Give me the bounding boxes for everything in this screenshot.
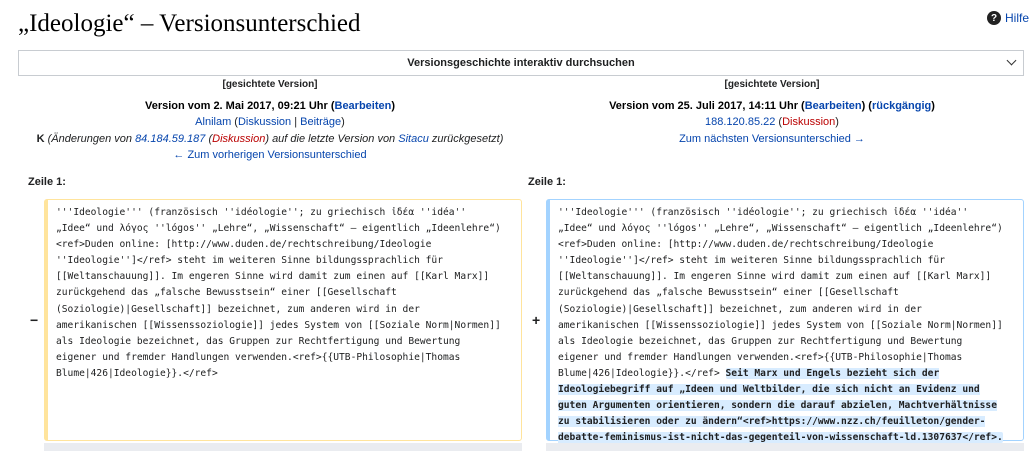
new-next-row	[546, 443, 1024, 451]
old-version-line: Version vom 2. Mai 2017, 09:21 Uhr (Bearbeiten)	[144, 99, 396, 112]
new-diff-content	[546, 199, 1024, 444]
summary-ip-link[interactable]: 84.184.59.187	[135, 132, 206, 145]
old-edit-summary: K (Änderungen von 84.184.59.187 (Diskussion) auf die letzte Version von Sitacu zurückgesetzt)	[36, 132, 504, 145]
new-version-line: Version vom 25. Juli 2017, 14:11 Uhr (Bearbeiten) (rückgängig)	[609, 99, 935, 112]
new-text: '''Ideologie''' (französisch ''idéologie''; zu griechisch ἰδέα ''idéa'' „Idee“ und λόγος ''lógos'' „Lehre“, „Wissenschaft“ – eigentlich „Ideenlehre“) <ref>Duden online: [http://www.duden.de/rechtschreibung/Ideologie ''Ideologie'']</ref> steht im weiteren Sinne bildungssprachlich für [[Weltanschauung]]. Im engeren Sinne wird damit zum einen auf [[Karl Marx]] zurückgehend das „falsche Bewusstsein“ einer [[Gesellschaft (Soziologie)|Gesellschaft]] bezeichnet, zum anderen wird in der amerikanischen [[Wissenssoziologie]] jedes System von [[Soziale Norm|Normen]] als Ideologie bezeichnet, das Gruppen zur Rechtfertigung und Bewertung eigener und fremder Handlungen verwenden.<ref>{{UTB-Philosophie|Thomas Blume|426|Ideologie}}.</ref>	[558, 207, 1003, 379]
new-user-talk-link[interactable]: Diskussion	[782, 116, 836, 128]
new-line-number: Zeile 1:	[528, 176, 566, 188]
undo-link[interactable]: rückgängig	[871, 99, 932, 112]
previous-diff-link[interactable]: ← Zum vorherigen Versionsunterschied	[173, 149, 367, 161]
new-user-line: 188.120.85.22 (Diskussion)	[705, 116, 839, 128]
history-search-toggle[interactable]	[18, 50, 1024, 76]
old-user-contribs-link[interactable]: Beiträge	[300, 116, 342, 128]
old-diff-content	[44, 199, 522, 441]
added-text: Seit Marx und Engels bezieht sich der Ideologiebegriff auf „Ideen und Weltbilder, die sich nicht an Evidenz und guten Argumenten orientieren, sondern die darauf abzielen, Machtverhältnisse zu stabilisieren oder zu ändern“<ref>https://www.nzz.ch/feuilleton/gender- debatte-feminismus-ist-nicht-das-gegenteil-von-wissenschaft-ld.1307637</ref>.	[558, 367, 1003, 444]
history-search-label: Versionsgeschichte interaktiv durchsuchen	[407, 57, 635, 69]
new-sighted-label: [gesichtete Version]	[724, 79, 820, 90]
new-user-link[interactable]: 188.120.85.22	[705, 116, 776, 128]
old-user-link[interactable]: Alnilam	[195, 116, 232, 128]
new-revision-header	[520, 77, 1024, 147]
old-text: '''Ideologie''' (französisch ''idéologie''; zu griechisch ἰδέα ''idéa'' „Idee“ und λόγος ''lógos'' „Lehre“, „Wissenschaft“ – eigentlich „Ideenlehre“) <ref>Duden online: [http://www.duden.de/rechtschreibung/Ideologie ''Ideologie'']</ref> steht im weiteren Sinne bildungssprachlich für [[Weltanschauung]]. Im engeren Sinne wird damit zum einen auf [[Karl Marx]] zurückgehend das „falsche Bewusstsein“ einer [[Gesellschaft (Soziologie)|Gesellschaft]] bezeichnet, zum anderen wird in der amerikanischen [[Wissenssoziologie]] jedes System von [[Soziale Norm|Normen]] als Ideologie bezeichnet, das Gruppen zur Rechtfertigung und Bewertung eigener und fremder Handlungen verwenden.<ref>{{UTB-Philosophie|Thomas Blume|426|Ideologie}}.</ref>	[56, 207, 501, 379]
next-diff-link[interactable]: Zum nächsten Versionsunterschied →	[679, 132, 865, 145]
help-label: Hilfe	[1005, 11, 1029, 25]
chevron-down-icon	[1007, 56, 1017, 66]
page-title: „Ideologie“ – Versionsunterschied	[18, 10, 361, 37]
old-user-line: Alnilam (Diskussion | Beiträge)	[195, 116, 345, 128]
summary-ip-talk-link[interactable]: Diskussion	[212, 132, 266, 145]
summary-user-link[interactable]: Sitacu	[398, 132, 429, 145]
removed-marker: −	[30, 312, 39, 328]
old-line-number: Zeile 1:	[28, 176, 66, 188]
old-sighted-label: [gesichtete Version]	[222, 79, 318, 90]
help-link[interactable]	[987, 10, 1029, 26]
old-user-talk-link[interactable]: Diskussion	[237, 116, 292, 128]
new-edit-link[interactable]: Bearbeiten	[804, 99, 862, 112]
question-circle-icon: ?	[987, 11, 1001, 25]
old-revision-header	[0, 77, 540, 164]
added-marker: +	[532, 312, 541, 328]
old-edit-link[interactable]: Bearbeiten	[334, 99, 392, 112]
old-next-row	[44, 443, 522, 451]
minor-edit-flag: K	[36, 132, 45, 145]
